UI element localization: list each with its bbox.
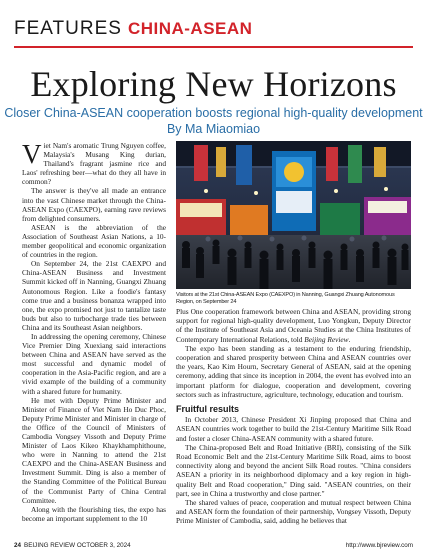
article-byline: By Ma Miaomiao xyxy=(166,122,261,136)
page-number: 24 xyxy=(14,542,22,549)
paragraph: Plus One cooperation framework between China and ASEAN, providing strong support for regional high-quality development, Luo Yongkun, Deputy Director of the Institute of Southeast Asia and Oceania Studies at the China Institutes of Contemporary International Relations, told Beijing Review. xyxy=(176,307,411,344)
paragraph: The China-proposed Belt and Road Initiative (BRI), consisting of the Silk Road Economic Belt and the 21st-Century Maritime Silk Road, aims to boost connectivity along and beyond the ancient Silk Road routes. "China considers ASEAN a priority in its neighborhood diplomacy and a key region in high-quality Belt and Road cooperation," Ding said. "ASEAN countries, on their part, see in China a trustworthy and close partner." xyxy=(176,442,411,498)
paragraph: The shared values of peace, cooperation and mutual respect between China and ASEAN form the foundation of their partnership, Vongsey Vissoth, Deputy Prime Minister of Cambodia, said, adding he believes that xyxy=(176,498,411,526)
publication-line: BEIJING REVIEW OCTOBER 3, 2024 xyxy=(24,542,131,549)
drop-cap: V xyxy=(22,139,42,169)
article-subtitle: Closer China-ASEAN cooperation boosts regional high-quality development xyxy=(4,106,423,120)
paragraph: On September 24, the 21st CAEXPO and China-ASEAN Business and Investment Summit kicked off in Nanning, Guangxi Zhuang Autonomous Region. Like a foodie's fantasy come true and a business bonanza wrapped into one, the expo promised not just to tantalize taste buds but also to turbocharge trade ties between China and its Southeast Asian neighbors. xyxy=(22,259,166,332)
right-column xyxy=(176,307,411,526)
article-title: Exploring New Horizons xyxy=(30,64,397,104)
paragraph: He met with Deputy Prime Minister and Minister of Finance of Viet Nam Ho Duc Phoc, Deputy Prime Minister and Minister in charge of the Office of the Council of Ministers of Cambodia Vongsey Vissoth and Deputy Prime Minister of Laos Kikeo Khaykhamphithoune, who were in Nanning to attend the 21st CAEXPO and the China-ASEAN Business and Investment Summit. Ding is also a member of the Standing Committee of the Political Bureau of the Communist Party of China Central Committee. xyxy=(22,395,166,505)
subheading: Fruitful results xyxy=(176,404,240,415)
expo-photo xyxy=(176,141,411,289)
expo-hall-image xyxy=(176,141,411,289)
paragraph: Viet Nam's aromatic Trung Nguyen coffee, Malaysia's Musang King durian, Thailand's fragrant jasmine rice and Laos' refreshing beer—what do they all have in common? xyxy=(22,139,166,187)
paragraph: ASEAN is the abbreviation of the Association of Southeast Asian Nations, a 10-member geopolitical and economic organization of countries in the region. xyxy=(22,222,166,260)
paragraph: Along with the flourishing ties, the expo has become an important supplement to the 10 xyxy=(22,504,166,523)
section-label: CHINA-ASEAN xyxy=(127,19,253,38)
left-column xyxy=(22,141,166,523)
page-footer xyxy=(14,540,413,552)
publication-name: Beijing Review xyxy=(304,334,349,344)
website-link[interactable]: http://www.bjreview.com xyxy=(345,542,413,549)
section-header xyxy=(14,18,413,40)
paragraph: The answer is they've all made an entrance into the vast Chinese market through the China-ASEAN Expo (CAEXPO), earning rave reviews from delighted consumers. xyxy=(22,186,166,223)
paragraph: In addressing the opening ceremony, Chinese Vice Premier Ding Xuexiang said interactions between China and ASEAN have served as the most successful and dynamic model of cooperation in the Asia-Pacific region, and are a vivid example of the building of a community with a shared future for humanity. xyxy=(22,331,166,396)
paragraph: In October 2013, Chinese President Xi Jinping proposed that China and ASEAN countries work together to build the 21st-Century Maritime Silk Road and foster a closer China-ASEAN community with a shared future. xyxy=(176,415,411,443)
paragraph: The expo has been standing as a testament to the enduring friendship, cooperation and shared prosperity between China and ASEAN countries over the years, Kao Kim Hourn, Secretary General of ASEAN, said at the opening ceremony, adding that since its inception in 2004, the event has evolved into an important platform for dialogue, cooperation and development, covering sectors such as infrastructure, agriculture, technology, education and tourism. xyxy=(176,343,411,399)
header-rule xyxy=(14,46,413,48)
photo-caption: Visitors at the 21st China-ASEAN Expo (CAEXPO) in Nanning, Guangxi Zhuang Autonomous Region, on September 24 xyxy=(176,292,395,305)
footer-left xyxy=(14,542,131,549)
features-label: FEATURES xyxy=(14,18,122,39)
